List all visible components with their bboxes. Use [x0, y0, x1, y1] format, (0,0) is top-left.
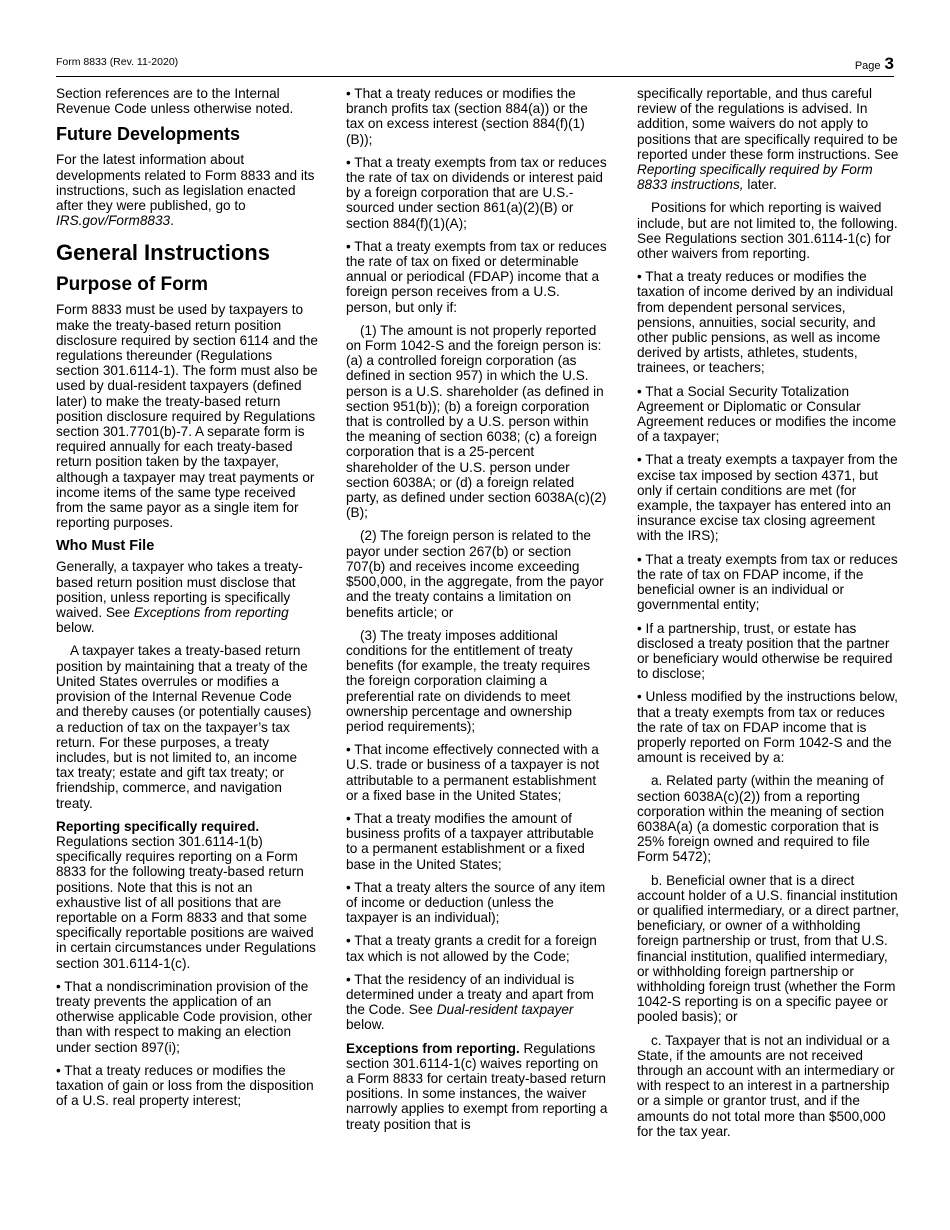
exceptions-label: Exceptions from reporting.: [346, 1040, 520, 1056]
page-indicator: [855, 54, 894, 74]
reporting-required-paragraph: [56, 819, 318, 971]
exceptions-text: Regulations section 301.6114-1(c) waives reporting on a Form 8833 for certain treaty-based return positions. In some instances, the waiver narrowly applies to exempt from reporting a treaty position that is: [346, 1040, 608, 1132]
treaty-position-paragraph: A taxpayer takes a treaty-based return position by maintaining that a treaty of the United States overrules or modifies a provision of the Internal Revenue Code and thereby causes (or potentially causes) a reduction of tax on the taxpayer’s tax return. For these purposes, a treaty includes, but is not limited to, an income tax treaty; estate and gift tax treaty; or friendship, commerce, and navigation treaty.: [56, 643, 312, 811]
bullet-item: • That a treaty exempts from tax or reduces the rate of tax on dividends or interest paid by a foreign corporation that are U.S.-sourced under section 861(a)(2)(B) or section 884(f)(1)(A);: [346, 154, 607, 231]
future-developments-paragraph: [56, 152, 318, 228]
bullet-item: • That a treaty reduces or modifies the taxation of gain or loss from the disposition of a U.S. real property interest;: [56, 1062, 314, 1109]
bullet-item: • That a treaty modifies the amount of business profits of a taxpayer attributable to a permanent establishment or a fixed base in the United States;: [346, 810, 594, 872]
future-end: .: [170, 213, 174, 229]
page-header: [56, 54, 894, 77]
sub-item: b. Beneficial owner that is a direct account holder of a U.S. financial institution or qualified intermediary, or a direct partner, beneficiary, or owner of a withholding foreign partnership or trust, from that U.S. financial institution, qualified intermediary, or withholding foreign partnership or withholding foreign trust (whether the Form 1042-S reporting is on a specific payee or pooled basis); or: [637, 872, 899, 1025]
column-2: [346, 86, 608, 1140]
general-instructions-heading: General Instructions: [56, 240, 270, 266]
reporting-required-text: Regulations section 301.6114-1(b) specifically requires reporting on a Form 8833 for the following treaty-based return positions. Note that this is not an exhaustive list of all positions that are reportable on a Form 8833 and that some specifically reportable positions are waived in certain circumstances under Regulations section 301.6114-1(c).: [56, 833, 316, 971]
bullet-item: • That a nondiscrimination provision of the treaty prevents the application of an otherwise applicable Code provision, other than with respect to making an election under section 897(i);: [56, 978, 313, 1055]
future-text: For the latest information about developments related to Form 8833 and its instructions, such as legislation enacted after they were published, go to: [56, 152, 315, 214]
bullet-item: • That a treaty alters the source of any item of income or deduction (unless the taxpayer is an individual);: [346, 879, 606, 926]
future-developments-heading: Future Developments: [56, 124, 241, 145]
who-must-file-heading: Who Must File: [56, 538, 155, 555]
column-1: [56, 86, 318, 1116]
continued-end: later.: [743, 177, 777, 193]
sub-item: c. Taxpayer that is not an individual or a State, if the amounts are not received through an account with an intermediary or with respect to an interest in a partnership or a simple or grantor trust, and if the amounts do not total more than $500,000 for the tax year.: [637, 1032, 895, 1139]
bullet-item: • That a Social Security Totalization Agreement or Diplomatic or Consular Agreement reduces or modifies the income of a taxpayer;: [637, 383, 897, 445]
exceptions-paragraph: [346, 1041, 608, 1132]
column-3: [637, 86, 899, 1147]
sub-item: (1) The amount is not properly reported on Form 1042-S and the foreign person is: (a) a controlled foreign corporation (as defined in section 957) in which the U.S. person is a U.S. shareholder (as defined in section 951(b)); (b) a foreign corporation that is controlled by a U.S. person within the meaning of section 6038; (c) a foreign corporation that is a 25-percent shareholder of the U.S. person under section 6038A; or (d) a foreign related party, as defined under section 6038A(c)(2)(B);: [346, 322, 607, 521]
purpose-of-form-heading: Purpose of Form: [56, 274, 209, 296]
purpose-paragraph: Form 8833 must be used by taxpayers to make the treaty-based return position disclosure required by section 6114 and the regulations thereunder (Regulations section 301.6114-1). The form must also be used by dual-resident taxpayers (defined later) to make the treaty-based return position disclosure required by Regulations section 301.7701(b)-7. A separate form is required annually for each treaty-based return position taken by the taxpayer, although a taxpayer may treat payments or income items of the same type received from the same payor as a single item for reporting purposes.: [56, 302, 318, 531]
reporting-required-label: Reporting specifically required.: [56, 818, 260, 834]
bullet-item: • That a treaty reduces or modifies the taxation of income derived by an individual from dependent personal services, pensions, annuities, social security, and other public pensions, as well as income derived by artists, athletes, students, trainees, or teachers;: [637, 269, 894, 376]
irs-link[interactable]: IRS.gov/Form8833: [56, 213, 171, 229]
sub-item: (2) The foreign person is related to the payor under section 267(b) or section 707(b) and receives income exceeding $500,000, in the aggregate, from the payor and the treaty contains a limitation on benefits article; or: [346, 528, 604, 620]
bullet-item: [346, 972, 608, 1033]
page-number: 3: [884, 54, 894, 73]
sub-item: a. Related party (within the meaning of section 6038A(c)(2)) from a reporting corporation within the meaning of section 6038A(a) (a domestic corporation that is 25% foreign owned and required to file Form 5472);: [637, 773, 885, 865]
who-must-file-paragraph: [56, 559, 318, 635]
who-text: Generally, a taxpayer who takes a treaty-based return position must disclose that position, unless reporting is specifically waived. See: [56, 559, 303, 621]
page-label: Page: [854, 60, 881, 72]
continued-paragraph: [637, 86, 899, 192]
reporting-required-reference: Reporting specifically required by Form 8833 instructions,: [637, 162, 873, 193]
bullet-item: • Unless modified by the instructions below, that a treaty exempts from tax or reduces the rate of tax on FDAP income that is properly reported on Form 1042-S and the amount is received by a:: [637, 689, 898, 766]
exceptions-reference: Exceptions from reporting: [133, 605, 289, 621]
bullet-item: • That a treaty exempts from tax or reduces the rate of tax on FDAP income, if the beneficial owner is an individual or governmental entity;: [637, 551, 898, 613]
form-id: Form 8833 (Rev. 11-2020): [56, 56, 179, 68]
residency-end: below.: [346, 1017, 385, 1033]
bullet-item: • That income effectively connected with a U.S. trade or business of a taxpayer is not attributable to a permanent establishment or a fixed base in the United States;: [346, 742, 600, 803]
waived-positions-paragraph: Positions for which reporting is waived include, but are not limited to, the following. See Regulations section 301.6114-1(c) for other waivers from reporting.: [637, 200, 898, 262]
bullet-item: • That a treaty grants a credit for a foreign tax which is not allowed by the Code;: [346, 933, 597, 964]
bullet-item: • That a treaty reduces or modifies the branch profits tax (section 884(a)) or the tax on excess interest (section 884(f)(1)(B));: [346, 86, 588, 147]
sub-item: (3) The treaty imposes additional conditions for the entitlement of treaty benefits (for example, the treaty requires the foreign corporation claiming a preferential rate on dividends to meet ownership percentage and ownership period requirements);: [346, 627, 591, 734]
bullet-item: • That a treaty exempts a taxpayer from the excise tax imposed by section 4371, but only if certain conditions are met (for example, the taxpayer has entered into an insurance excise tax closing agreement with the IRS);: [637, 452, 898, 544]
intro-paragraph: Section references are to the Internal Revenue Code unless otherwise noted.: [56, 86, 294, 117]
dual-resident-reference: Dual-resident taxpayer: [436, 1002, 574, 1018]
residency-text: • That the residency of an individual is determined under a treaty and apart from the Code. See: [346, 971, 594, 1018]
bullet-item: • That a treaty exempts from tax or reduces the rate of tax on fixed or determinable annual or periodical (FDAP) income that a foreign person receives from a U.S. person, but only if:: [346, 238, 607, 315]
bullet-item: • If a partnership, trust, or estate has disclosed a treaty position that the partner or beneficiary would otherwise be required to disclose;: [637, 620, 893, 682]
continued-text: specifically reportable, and thus careful review of the regulations is advised. In addition, some waivers do not apply to positions that are specifically required to be reported under these form instructions. See: [637, 86, 899, 162]
who-end: below.: [56, 620, 95, 636]
